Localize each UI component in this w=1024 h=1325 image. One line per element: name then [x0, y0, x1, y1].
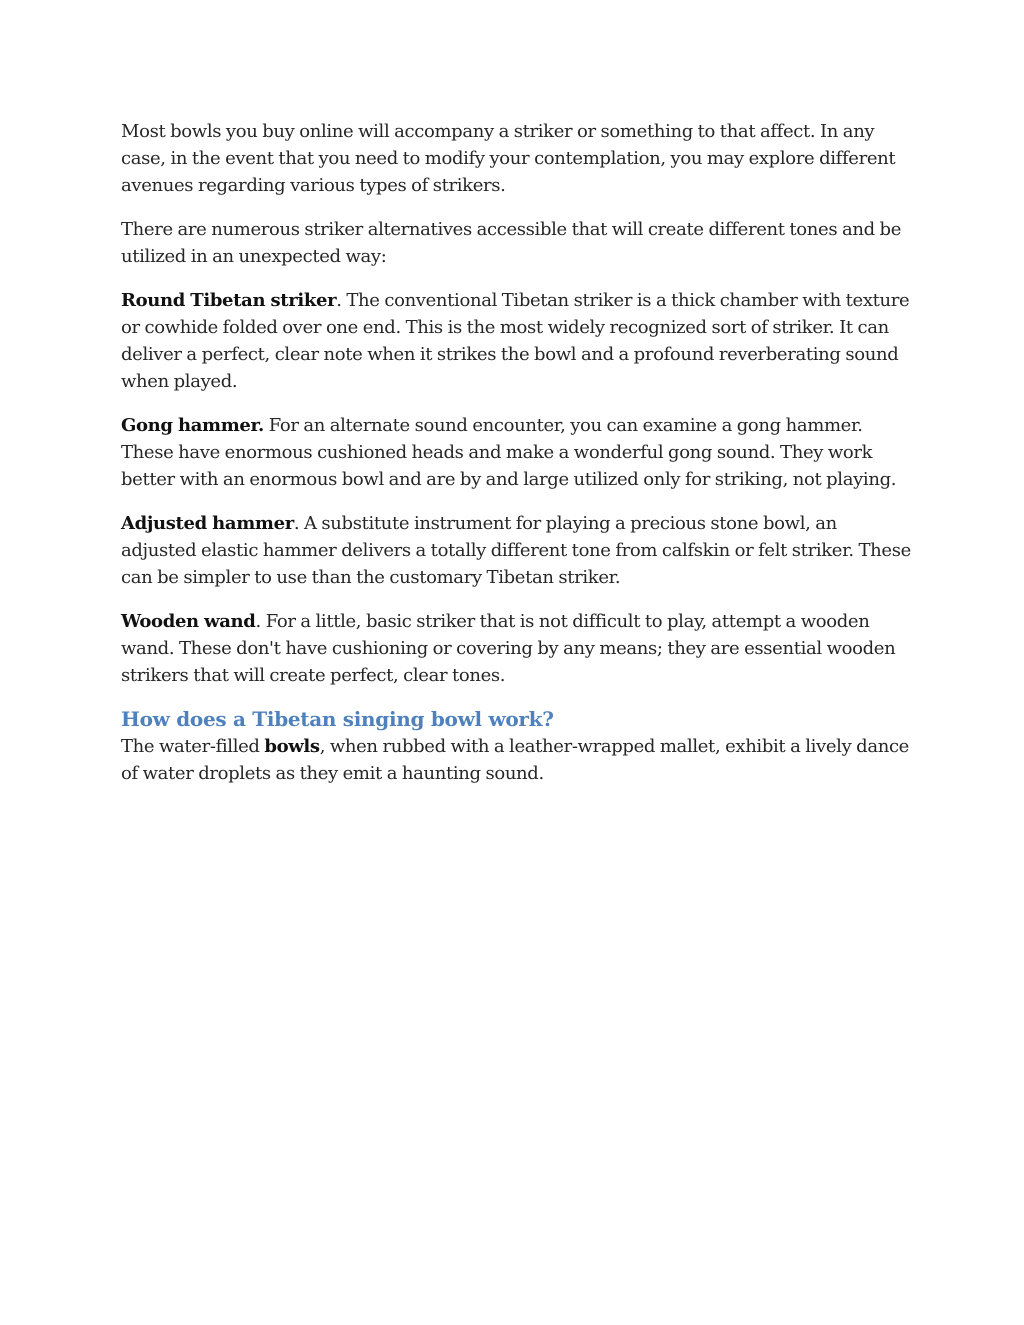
- striker-adjusted-hammer: [121, 510, 911, 591]
- section-text-after: , when rubbed with a leather-wrapped mallet, exhibit a lively dance of water droplets as they emit a haunting sound.: [121, 736, 909, 784]
- striker-description: . The conventional Tibetan striker is a thick chamber with texture or cowhide folded over one end. This is the most widely recognized sort of striker. It can deliver a perfect, clear note when it strikes the bowl and a profound reverberating sound when played.: [121, 290, 910, 392]
- striker-term: Gong hammer.: [121, 415, 264, 436]
- striker-gong-hammer: [121, 412, 911, 493]
- section-paragraph: [121, 733, 911, 787]
- striker-description: . For a little, basic striker that is not difficult to play, attempt a wooden wand. These don't have cushioning or covering by any means; they are essential wooden strikers that will create perfect, clear tones.: [121, 611, 896, 686]
- alternatives-paragraph: There are numerous striker alternatives accessible that will create different tones and be utilized in an unexpected way:: [121, 219, 902, 267]
- striker-term: Adjusted hammer: [121, 513, 294, 534]
- striker-description: For an alternate sound encounter, you can examine a gong hammer. These have enormous cushioned heads and make a wonderful gong sound. They work better with an enormous bowl and are by and large utilized only for striking, not playing.: [121, 415, 897, 490]
- section-heading: How does a Tibetan singing bowl work?: [121, 707, 554, 731]
- intro-paragraph: Most bowls you buy online will accompany a striker or something to that affect. In any case, in the event that you need to modify your contemplation, you may explore different avenues regarding various types of strikers.: [121, 121, 896, 196]
- striker-term: Wooden wand: [121, 611, 256, 632]
- document-page: [121, 118, 911, 804]
- section-bold-term: bowls: [264, 736, 320, 757]
- striker-wooden-wand: [121, 608, 911, 689]
- section-text-before: The water-filled: [121, 736, 265, 757]
- striker-description: . A substitute instrument for playing a precious stone bowl, an adjusted elastic hammer delivers a totally different tone from calfskin or felt striker. These can be simpler to use than the customary Tibetan striker.: [121, 513, 911, 588]
- striker-term: Round Tibetan striker: [121, 290, 337, 311]
- striker-round-tibetan: [121, 287, 911, 395]
